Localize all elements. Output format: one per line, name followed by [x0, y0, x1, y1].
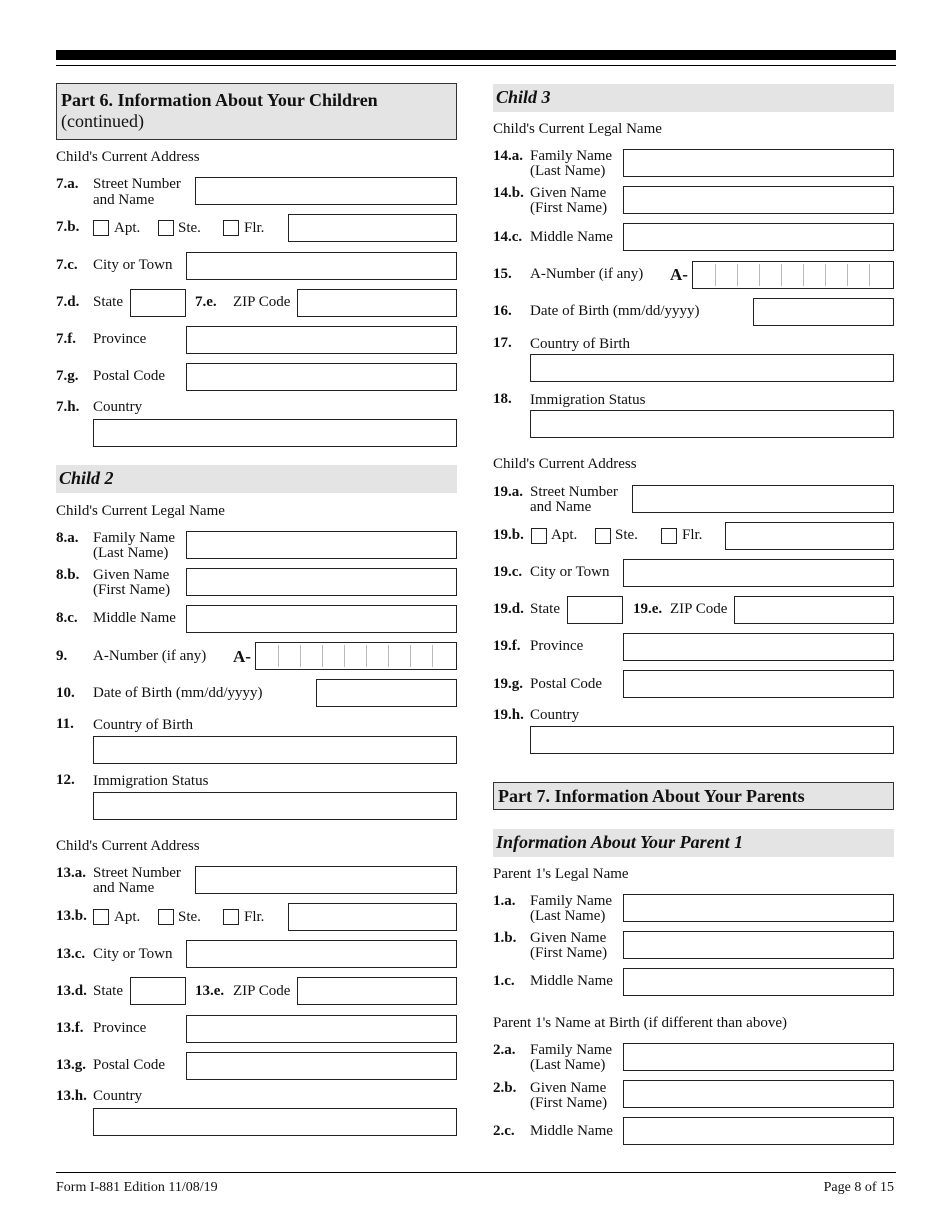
a-number-label: A-Number (if any): [530, 266, 644, 282]
a-number-label: A-Number (if any): [93, 648, 207, 664]
child3-postal-input[interactable]: [623, 670, 894, 698]
given-name-label: Given Name: [530, 930, 607, 946]
item-13e-number: 13.e.: [195, 983, 225, 999]
child2-legal-name-heading: Child's Current Legal Name: [56, 503, 225, 519]
item-12-number: 12.: [56, 772, 75, 788]
state-label: State: [530, 601, 560, 617]
item-7d-number: 7.d.: [56, 294, 80, 310]
item-19b-number: 19.b.: [493, 527, 524, 543]
parent1-birth-family-name-input[interactable]: [623, 1043, 894, 1071]
last-name-label: (Last Name): [530, 1057, 606, 1073]
item-7c-number: 7.c.: [56, 257, 78, 273]
item-13a-number: 13.a.: [56, 865, 86, 881]
first-name-label: (First Name): [93, 582, 171, 598]
apt-label: Apt.: [114, 909, 141, 925]
child2-immigration-input[interactable]: [93, 792, 457, 820]
item-11-number: 11.: [56, 716, 74, 732]
parent1-birth-middle-name-input[interactable]: [623, 1117, 894, 1145]
item-9-number: 9.: [56, 648, 68, 664]
flr-label: Flr.: [244, 909, 265, 925]
a-number-prefix: A-: [670, 265, 688, 284]
item-19c-number: 19.c.: [493, 564, 523, 580]
item-7h-number: 7.h.: [56, 399, 80, 415]
flr-label: Flr.: [244, 220, 265, 236]
child3-apt-checkbox[interactable]: [531, 528, 547, 544]
child3-legal-name-heading: Child's Current Legal Name: [493, 121, 662, 137]
item-8b-number: 8.b.: [56, 567, 80, 583]
ste-label: Ste.: [178, 220, 201, 236]
child1-ste-checkbox[interactable]: [158, 220, 174, 236]
street-label: Street Number: [93, 865, 181, 881]
province-label: Province: [93, 331, 147, 347]
item-13h-number: 13.h.: [56, 1088, 87, 1104]
apt-label: Apt.: [114, 220, 141, 236]
child3-dob-input[interactable]: [753, 298, 894, 326]
child3-country-input[interactable]: [530, 726, 894, 754]
child1-province-input[interactable]: [186, 326, 457, 354]
country-label: Country: [93, 399, 143, 415]
last-name-label: (Last Name): [530, 908, 606, 924]
item-8c-number: 8.c.: [56, 610, 78, 626]
child1-country-input[interactable]: [93, 419, 457, 447]
given-name-label: Given Name: [93, 567, 170, 583]
child3-street-input[interactable]: [632, 485, 894, 513]
item-7e-number: 7.e.: [195, 294, 217, 310]
child2-zip-input[interactable]: [297, 977, 457, 1005]
child2-unit-input[interactable]: [288, 903, 457, 931]
part7-title: Part 7. Information About Your Parents: [498, 786, 805, 806]
parent1-legal-name-heading: Parent 1's Legal Name: [493, 866, 629, 882]
child3-state-input[interactable]: [567, 596, 623, 624]
child2-address-heading: Child's Current Address: [56, 838, 200, 854]
child3-zip-input[interactable]: [734, 596, 894, 624]
child1-city-input[interactable]: [186, 252, 457, 280]
child2-ste-checkbox[interactable]: [158, 909, 174, 925]
item-p2b-number: 2.b.: [493, 1080, 517, 1096]
child2-state-input[interactable]: [130, 977, 186, 1005]
family-name-label: Family Name: [530, 893, 613, 909]
child1-flr-checkbox[interactable]: [223, 220, 239, 236]
item-14b-number: 14.b.: [493, 185, 524, 201]
immigration-label: Immigration Status: [93, 773, 209, 789]
item-p2c-number: 2.c.: [493, 1123, 515, 1139]
item-19e-number: 19.e.: [633, 601, 663, 617]
street-label: Street Number: [93, 176, 181, 192]
item-19f-number: 19.f.: [493, 638, 521, 654]
item-7f-number: 7.f.: [56, 331, 76, 347]
and-name-label: and Name: [93, 192, 155, 208]
ste-label: Ste.: [615, 527, 638, 543]
child3-title: Child 3: [496, 87, 551, 107]
item-19d-number: 19.d.: [493, 601, 524, 617]
child2-apt-checkbox[interactable]: [93, 909, 109, 925]
child3-city-input[interactable]: [623, 559, 894, 587]
parent1-title: Information About Your Parent 1: [496, 832, 744, 852]
child2-band: [56, 465, 457, 493]
item-14c-number: 14.c.: [493, 229, 523, 245]
flr-label: Flr.: [682, 527, 703, 543]
ste-label: Ste.: [178, 909, 201, 925]
item-p1b-number: 1.b.: [493, 930, 517, 946]
item-13c-number: 13.c.: [56, 946, 86, 962]
child3-given-name-input[interactable]: [623, 186, 894, 214]
child2-street-input[interactable]: [195, 866, 457, 894]
apt-label: Apt.: [551, 527, 578, 543]
child3-a-number-input[interactable]: [692, 261, 894, 289]
item-19g-number: 19.g.: [493, 676, 523, 692]
middle-name-label: Middle Name: [93, 610, 176, 626]
state-label: State: [93, 294, 123, 310]
top-rule-thin: [56, 65, 896, 66]
country-label: Country: [530, 707, 580, 723]
item-13f-number: 13.f.: [56, 1020, 84, 1036]
dob-label: Date of Birth (mm/dd/yyyy): [93, 685, 263, 701]
middle-name-label: Middle Name: [530, 973, 613, 989]
child3-middle-name-input[interactable]: [623, 223, 894, 251]
family-name-label: Family Name: [530, 1042, 613, 1058]
parent1-birth-name-heading: Parent 1's Name at Birth (if different than above): [493, 1015, 787, 1031]
child2-province-input[interactable]: [186, 1015, 457, 1043]
state-label: State: [93, 983, 123, 999]
child2-given-name-input[interactable]: [186, 568, 457, 596]
item-10-number: 10.: [56, 685, 75, 701]
child3-family-name-input[interactable]: [623, 149, 894, 177]
item-p1c-number: 1.c.: [493, 973, 515, 989]
item-8a-number: 8.a.: [56, 530, 79, 546]
item-17-number: 17.: [493, 335, 512, 351]
child1-street-input[interactable]: [195, 177, 457, 205]
family-name-label: Family Name: [530, 148, 613, 164]
first-name-label: (First Name): [530, 200, 608, 216]
and-name-label: and Name: [93, 880, 155, 896]
postal-label: Postal Code: [93, 1057, 166, 1073]
part6-header: [56, 83, 457, 140]
item-7b-number: 7.b.: [56, 219, 80, 235]
last-name-label: (Last Name): [530, 163, 606, 179]
part6-title: Part 6. Information About Your Children: [61, 90, 378, 110]
child2-flr-checkbox[interactable]: [223, 909, 239, 925]
item-7g-number: 7.g.: [56, 368, 79, 384]
child3-immigration-input[interactable]: [530, 410, 894, 438]
child1-postal-input[interactable]: [186, 363, 457, 391]
middle-name-label: Middle Name: [530, 229, 613, 245]
parent1-middle-name-input[interactable]: [623, 968, 894, 996]
given-name-label: Given Name: [530, 1080, 607, 1096]
child3-band: [493, 84, 894, 112]
parent1-birth-given-name-input[interactable]: [623, 1080, 894, 1108]
child2-city-input[interactable]: [186, 940, 457, 968]
child2-family-name-input[interactable]: [186, 531, 457, 559]
item-p2a-number: 2.a.: [493, 1042, 516, 1058]
child2-a-number-input[interactable]: [255, 642, 457, 670]
family-name-label: Family Name: [93, 530, 176, 546]
child2-middle-name-input[interactable]: [186, 605, 457, 633]
form-edition: Form I-881 Edition 11/08/19: [56, 1180, 218, 1195]
first-name-label: (First Name): [530, 945, 608, 961]
item-15-number: 15.: [493, 266, 512, 282]
zip-label: ZIP Code: [233, 983, 291, 999]
item-19h-number: 19.h.: [493, 707, 524, 723]
zip-label: ZIP Code: [670, 601, 728, 617]
country-birth-label: Country of Birth: [530, 336, 630, 352]
country-label: Country: [93, 1088, 143, 1104]
dob-label: Date of Birth (mm/dd/yyyy): [530, 303, 700, 319]
city-label: City or Town: [530, 564, 610, 580]
child3-province-input[interactable]: [623, 633, 894, 661]
city-label: City or Town: [93, 257, 173, 273]
item-16-number: 16.: [493, 303, 512, 319]
parent1-given-name-input[interactable]: [623, 931, 894, 959]
street-label: Street Number: [530, 484, 618, 500]
item-7a-number: 7.a.: [56, 176, 79, 192]
item-13d-number: 13.d.: [56, 983, 87, 999]
postal-label: Postal Code: [530, 676, 603, 692]
parent1-family-name-input[interactable]: [623, 894, 894, 922]
immigration-label: Immigration Status: [530, 392, 646, 408]
item-18-number: 18.: [493, 391, 512, 407]
last-name-label: (Last Name): [93, 545, 169, 561]
province-label: Province: [93, 1020, 147, 1036]
country-birth-label: Country of Birth: [93, 717, 193, 733]
child3-flr-checkbox[interactable]: [661, 528, 677, 544]
child1-apt-checkbox[interactable]: [93, 220, 109, 236]
a-number-prefix: A-: [233, 647, 251, 666]
child2-country-input[interactable]: [93, 1108, 457, 1136]
middle-name-label: Middle Name: [530, 1123, 613, 1139]
child3-ste-checkbox[interactable]: [595, 528, 611, 544]
item-p1a-number: 1.a.: [493, 893, 516, 909]
item-13b-number: 13.b.: [56, 908, 87, 924]
given-name-label: Given Name: [530, 185, 607, 201]
child2-country-birth-input[interactable]: [93, 736, 457, 764]
child-address-heading: Child's Current Address: [56, 149, 200, 165]
province-label: Province: [530, 638, 584, 654]
city-label: City or Town: [93, 946, 173, 962]
part7-header: [493, 782, 894, 810]
and-name-label: and Name: [530, 499, 592, 515]
child1-state-input[interactable]: [130, 289, 186, 317]
part6-subtitle: (continued): [61, 111, 144, 131]
child2-title: Child 2: [59, 468, 114, 488]
item-13g-number: 13.g.: [56, 1057, 86, 1073]
child2-postal-input[interactable]: [186, 1052, 457, 1080]
child3-unit-input[interactable]: [725, 522, 894, 550]
child3-country-birth-input[interactable]: [530, 354, 894, 382]
zip-label: ZIP Code: [233, 294, 291, 310]
child2-dob-input[interactable]: [316, 679, 457, 707]
child1-unit-input[interactable]: [288, 214, 457, 242]
postal-label: Postal Code: [93, 368, 166, 384]
child1-zip-input[interactable]: [297, 289, 457, 317]
first-name-label: (First Name): [530, 1095, 608, 1111]
child3-address-heading: Child's Current Address: [493, 456, 637, 472]
page-number: Page 8 of 15: [823, 1180, 894, 1195]
top-rule-thick: [56, 50, 896, 60]
footer-rule: [56, 1172, 896, 1173]
item-19a-number: 19.a.: [493, 484, 523, 500]
item-14a-number: 14.a.: [493, 148, 523, 164]
